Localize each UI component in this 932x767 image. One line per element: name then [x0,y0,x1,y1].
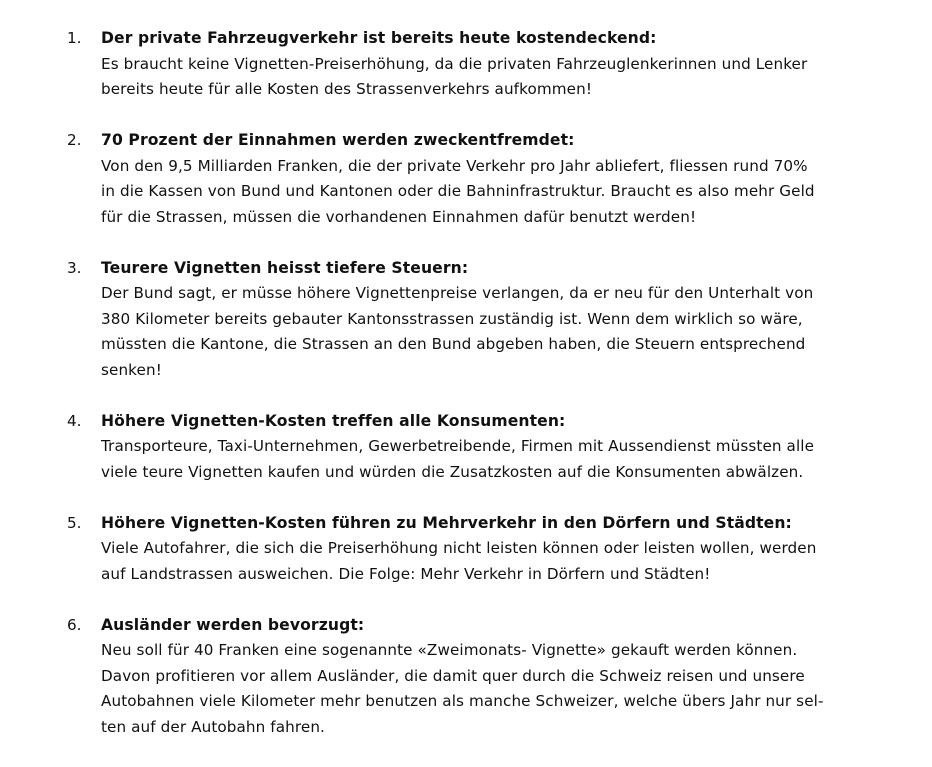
item-body-line: 380 Kilometer bereits gebauter Kantonsstrassen zuständig ist. Wenn dem wirklich so wäre, [101,309,803,328]
item-body-line: Der Bund sagt, er müsse höhere Vignettenpreise verlangen, da er neu für den Unterhalt von [101,284,814,302]
list-item [0,511,932,588]
item-body-line: Transporteure, Taxi-Unternehmen, Gewerbetreibende, Firmen mit Aussendienst müssten alle [101,437,815,455]
item-body-line: in die Kassen von Bund und Kantonen oder die Bahninfrastruktur. Braucht es also mehr Geld [101,182,815,200]
item-body-line: Es braucht keine Vignetten-Preiserhöhung, da die privaten Fahrzeuglenkerinnen und Lenker [101,54,808,73]
item-body-line: ten auf der Autobahn fahren. [101,717,325,736]
list-item [0,256,932,384]
item-number: 6. [67,615,82,634]
item-body-line: Neu soll für 40 Franken eine sogenannte «Zweimonats- Vignette» gekauft werden können. [101,641,798,659]
list-item [0,26,932,103]
item-body-line: senken! [101,360,162,379]
item-body-line: auf Landstrassen ausweichen. Die Folge: Mehr Verkehr in Dörfern und Städten! [101,564,711,583]
list-item [0,128,932,230]
list-item [0,613,932,741]
numbered-argument-list [0,26,932,766]
item-body-line: müssten die Kantone, die Strassen an den Bund abgeben haben, die Steuern entsprechend [101,335,806,353]
item-body-line: Von den 9,5 Milliarden Franken, die der private Verkehr pro Jahr abliefert, fliessen rund 70% [101,156,808,175]
item-body-line: bereits heute für alle Kosten des Strassenverkehrs aufkommen! [101,80,593,98]
item-body-line: viele teure Vignetten kaufen und würden die Zusatzkosten auf die Konsumenten abwälzen. [101,462,804,481]
item-body-line: Davon profitieren vor allem Ausländer, die damit quer durch die Schweiz reisen und unsere [101,666,805,685]
item-heading: 70 Prozent der Einnahmen werden zweckentfremdet: [101,131,575,149]
item-heading: Höhere Vignetten-Kosten führen zu Mehrverkehr in den Dörfern und Städten: [101,513,792,532]
item-number: 5. [67,513,82,532]
item-heading: Ausländer werden bevorzugt: [101,615,365,634]
item-heading: Teurere Vignetten heisst tiefere Steuern: [101,258,469,277]
item-heading: Höhere Vignetten-Kosten treffen alle Konsumenten: [101,411,566,430]
item-body-line: Autobahnen viele Kilometer mehr benutzen als manche Schweizer, welche übers Jahr nur sel- [101,692,824,710]
item-number: 2. [67,131,82,149]
item-number: 1. [67,29,82,47]
item-body-line: für die Strassen, müssen die vorhandenen Einnahmen dafür benutzt werden! [101,207,697,226]
item-heading: Der private Fahrzeugverkehr ist bereits heute kostendeckend: [101,29,657,47]
item-number: 3. [67,258,82,277]
list-item [0,409,932,486]
item-body-line: Viele Autofahrer, die sich die Preiserhöhung nicht leisten können oder leisten wollen, werden [101,539,817,557]
item-number: 4. [67,411,82,430]
